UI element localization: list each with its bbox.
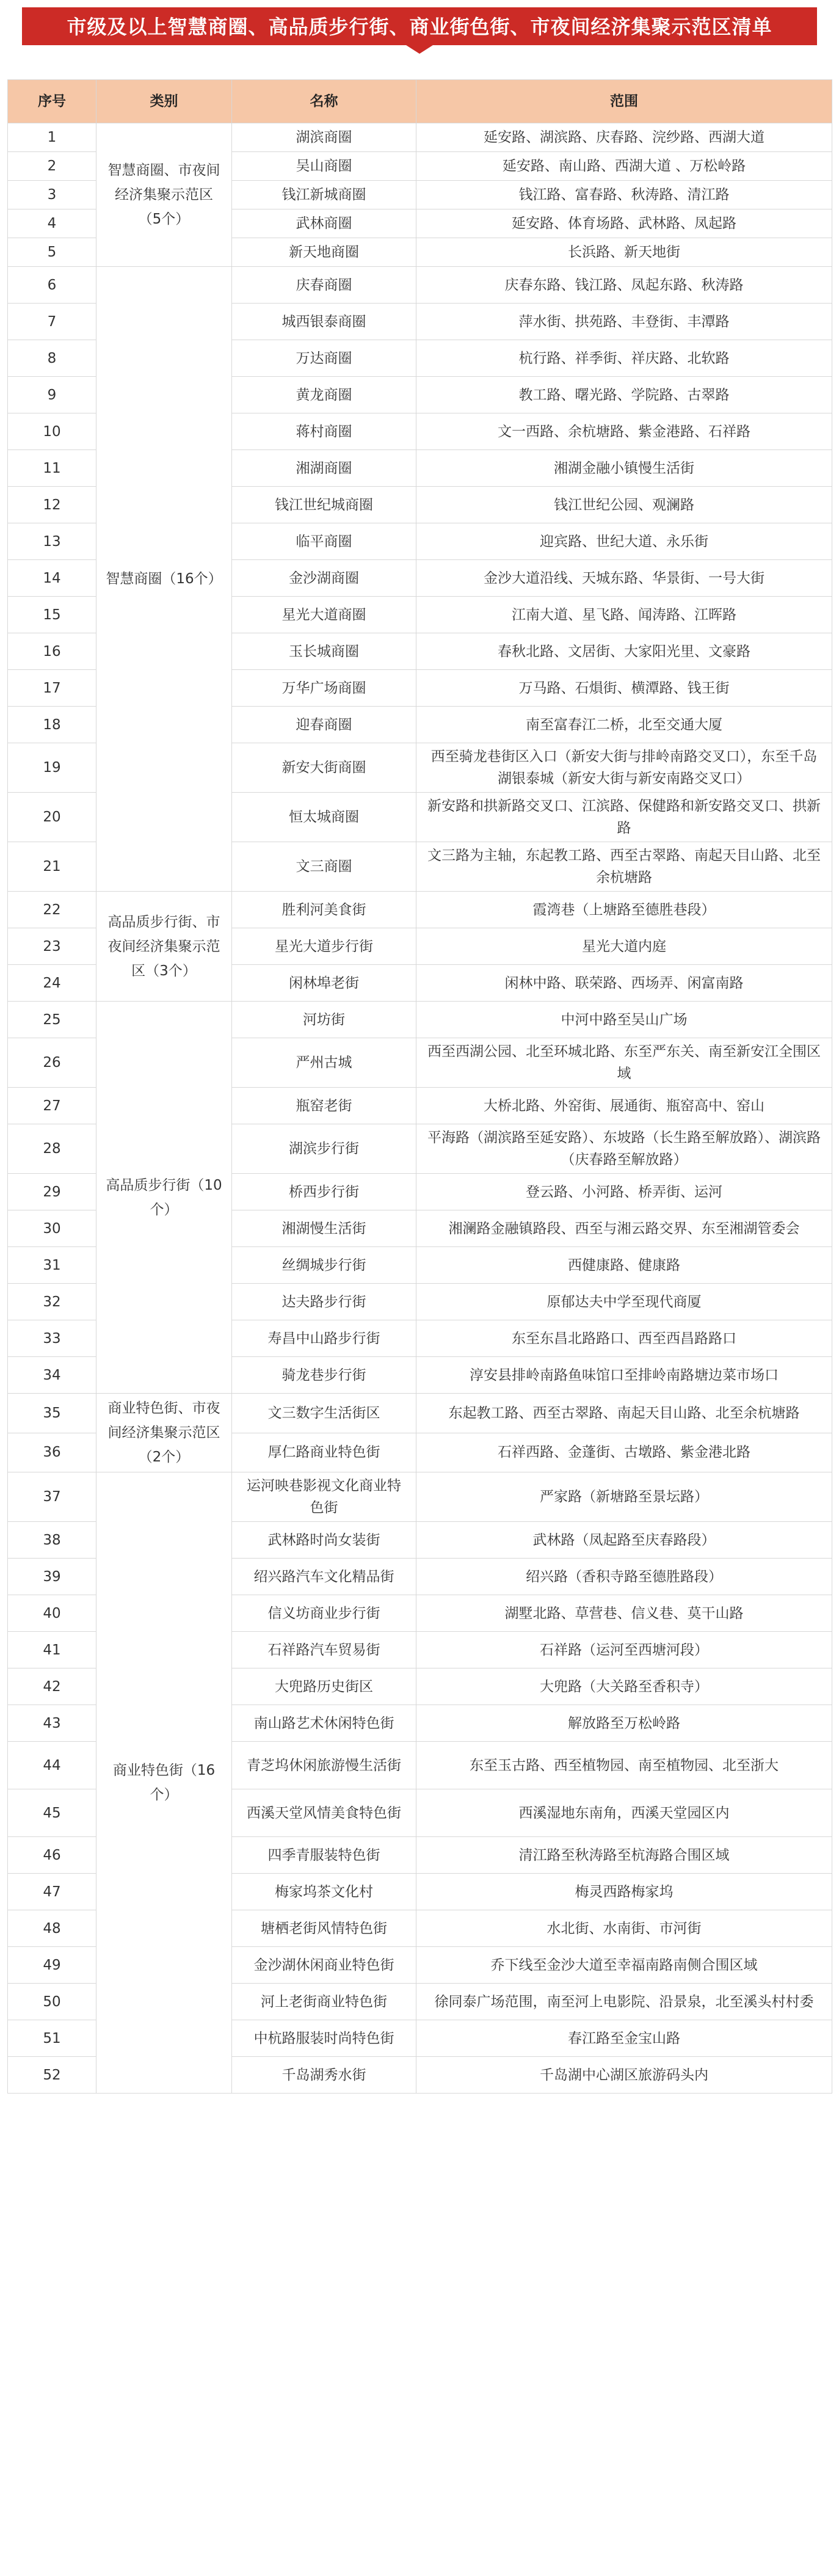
row-name: 金沙湖商圈	[232, 560, 416, 597]
row-number: 43	[8, 1705, 96, 1742]
row-name: 新安大街商圈	[232, 743, 416, 793]
row-scope: 庆春东路、钱江路、凤起东路、秋涛路	[416, 267, 832, 304]
row-scope: 万马路、石熉街、横潭路、钱王街	[416, 670, 832, 707]
row-scope: 梅灵西路梅家坞	[416, 1874, 832, 1910]
row-scope: 湘澜路金融镇路段、西至与湘云路交界、东至湘湖管委会	[416, 1210, 832, 1247]
row-scope: 中河中路至吴山广场	[416, 1002, 832, 1038]
row-name: 庆春商圈	[232, 267, 416, 304]
row-name: 钱江新城商圈	[232, 181, 416, 209]
row-category: 商业特色街（16个）	[96, 1472, 232, 2094]
row-name: 大兜路历史街区	[232, 1668, 416, 1705]
row-number: 10	[8, 413, 96, 450]
row-number: 19	[8, 743, 96, 793]
row-name: 四季青服装特色街	[232, 1837, 416, 1874]
row-name: 南山路艺术休闲特色街	[232, 1705, 416, 1742]
row-name: 青芝坞休闲旅游慢生活街	[232, 1742, 416, 1789]
row-number: 24	[8, 965, 96, 1002]
row-number: 26	[8, 1038, 96, 1088]
row-number: 32	[8, 1284, 96, 1320]
row-scope: 湖墅北路、草营巷、信义巷、莫干山路	[416, 1595, 832, 1632]
row-name: 钱江世纪城商圈	[232, 487, 416, 523]
row-number: 52	[8, 2057, 96, 2094]
row-scope: 星光大道内庭	[416, 928, 832, 965]
row-category: 高品质步行街、市夜间经济集聚示范区（3个）	[96, 892, 232, 1002]
row-name: 临平商圈	[232, 523, 416, 560]
row-name: 中杭路服装时尚特色街	[232, 2020, 416, 2057]
row-scope: 石祥西路、金蓬街、古墩路、紫金港北路	[416, 1433, 832, 1472]
row-number: 35	[8, 1394, 96, 1433]
row-name: 湘湖商圈	[232, 450, 416, 487]
row-number: 45	[8, 1789, 96, 1837]
row-scope: 东至玉古路、西至植物园、南至植物园、北至浙大	[416, 1742, 832, 1789]
table-row	[8, 892, 832, 928]
row-scope: 西至西湖公园、北至环城北路、东至严东关、南至新安江全围区域	[416, 1038, 832, 1088]
row-name: 万达商圈	[232, 340, 416, 377]
row-number: 38	[8, 1522, 96, 1559]
row-number: 16	[8, 633, 96, 670]
row-scope: 水北街、水南街、市河街	[416, 1910, 832, 1947]
header-scope: 范围	[416, 80, 832, 123]
row-name: 千岛湖秀水街	[232, 2057, 416, 2094]
row-number: 25	[8, 1002, 96, 1038]
row-name: 信义坊商业步行街	[232, 1595, 416, 1632]
row-number: 1	[8, 123, 96, 152]
row-number: 2	[8, 152, 96, 181]
row-scope: 大桥北路、外窑街、展通街、瓶窑高中、窑山	[416, 1088, 832, 1124]
row-number: 39	[8, 1559, 96, 1595]
row-number: 5	[8, 238, 96, 267]
row-number: 14	[8, 560, 96, 597]
row-name: 绍兴路汽车文化精品街	[232, 1559, 416, 1595]
row-name: 玉长城商圈	[232, 633, 416, 670]
row-name: 文三数字生活街区	[232, 1394, 416, 1433]
page-title: 市级及以上智慧商圈、高品质步行街、商业街色街、市夜间经济集聚示范区清单	[67, 15, 772, 38]
row-number: 48	[8, 1910, 96, 1947]
table-row	[8, 267, 832, 304]
row-name: 寿昌中山路步行街	[232, 1320, 416, 1357]
table-row	[8, 123, 832, 152]
row-number: 41	[8, 1632, 96, 1668]
row-number: 13	[8, 523, 96, 560]
header-name: 名称	[232, 80, 416, 123]
row-scope: 长浜路、新天地街	[416, 238, 832, 267]
row-name: 恒太城商圈	[232, 793, 416, 842]
row-number: 33	[8, 1320, 96, 1357]
row-scope: 闲林中路、联荣路、西场弄、闲富南路	[416, 965, 832, 1002]
row-number: 51	[8, 2020, 96, 2057]
header-number: 序号	[8, 80, 96, 123]
row-scope: 延安路、体育场路、武林路、凤起路	[416, 209, 832, 238]
row-name: 吴山商圈	[232, 152, 416, 181]
row-name: 万华广场商圈	[232, 670, 416, 707]
row-number: 50	[8, 1984, 96, 2020]
row-name: 河坊街	[232, 1002, 416, 1038]
row-name: 星光大道商圈	[232, 597, 416, 633]
row-scope: 原郁达夫中学至现代商厦	[416, 1284, 832, 1320]
table-header-row	[8, 80, 832, 123]
row-number: 44	[8, 1742, 96, 1789]
row-scope: 迎宾路、世纪大道、永乐街	[416, 523, 832, 560]
row-number: 6	[8, 267, 96, 304]
row-number: 37	[8, 1472, 96, 1522]
row-scope: 延安路、湖滨路、庆春路、浣纱路、西湖大道	[416, 123, 832, 152]
row-name: 骑龙巷步行街	[232, 1357, 416, 1394]
row-number: 34	[8, 1357, 96, 1394]
row-number: 27	[8, 1088, 96, 1124]
row-number: 42	[8, 1668, 96, 1705]
row-scope: 解放路至万松岭路	[416, 1705, 832, 1742]
row-name: 新天地商圈	[232, 238, 416, 267]
row-scope: 钱江路、富春路、秋涛路、清江路	[416, 181, 832, 209]
row-scope: 教工路、曙光路、学院路、古翠路	[416, 377, 832, 413]
row-scope: 春秋北路、文居街、大家阳光里、文豪路	[416, 633, 832, 670]
row-scope: 南至富春江二桥，北至交通大厦	[416, 707, 832, 743]
row-name: 湖滨步行街	[232, 1124, 416, 1174]
row-name: 武林商圈	[232, 209, 416, 238]
row-number: 31	[8, 1247, 96, 1284]
row-scope: 延安路、南山路、西湖大道 、万松岭路	[416, 152, 832, 181]
row-scope: 东至东昌北路路口、西至西昌路路口	[416, 1320, 832, 1357]
row-scope: 文一西路、余杭塘路、紫金港路、石祥路	[416, 413, 832, 450]
row-name: 桥西步行街	[232, 1174, 416, 1210]
row-name: 蒋村商圈	[232, 413, 416, 450]
row-name: 城西银泰商圈	[232, 304, 416, 340]
title-banner	[0, 0, 839, 53]
row-name: 西溪天堂风情美食特色街	[232, 1789, 416, 1837]
row-number: 36	[8, 1433, 96, 1472]
row-scope: 新安路和拱新路交叉口、江滨路、保健路和新安路交叉口、拱新路	[416, 793, 832, 842]
row-name: 湘湖慢生活街	[232, 1210, 416, 1247]
row-name: 文三商圈	[232, 842, 416, 892]
row-number: 7	[8, 304, 96, 340]
row-name: 黄龙商圈	[232, 377, 416, 413]
row-scope: 清江路至秋涛路至杭海路合围区域	[416, 1837, 832, 1874]
row-number: 3	[8, 181, 96, 209]
row-scope: 严家路（新塘路至景坛路）	[416, 1472, 832, 1522]
row-scope: 春江路至金宝山路	[416, 2020, 832, 2057]
row-name: 塘栖老街风情特色街	[232, 1910, 416, 1947]
row-name: 严州古城	[232, 1038, 416, 1088]
row-number: 49	[8, 1947, 96, 1984]
row-name: 金沙湖休闲商业特色街	[232, 1947, 416, 1984]
row-name: 达夫路步行街	[232, 1284, 416, 1320]
row-scope: 平海路（湖滨路至延安路）、东坡路（长生路至解放路）、湖滨路（庆春路至解放路）	[416, 1124, 832, 1174]
row-scope: 江南大道、星飞路、闻涛路、江晖路	[416, 597, 832, 633]
row-name: 湖滨商圈	[232, 123, 416, 152]
row-scope: 徐同泰广场范围，南至河上电影院、沿景泉，北至溪头村村委	[416, 1984, 832, 2020]
row-scope: 杭行路、祥季街、祥庆路、北软路	[416, 340, 832, 377]
title-banner-notch	[404, 44, 435, 54]
row-number: 40	[8, 1595, 96, 1632]
row-scope: 绍兴路（香积寺路至德胜路段）	[416, 1559, 832, 1595]
row-scope: 乔下线至金沙大道至幸福南路南侧合围区域	[416, 1947, 832, 1984]
list-table	[7, 79, 832, 2094]
row-number: 9	[8, 377, 96, 413]
row-name: 迎春商圈	[232, 707, 416, 743]
row-name: 厚仁路商业特色街	[232, 1433, 416, 1472]
row-scope: 西健康路、健康路	[416, 1247, 832, 1284]
row-scope: 东起教工路、西至古翠路、南起天目山路、北至余杭塘路	[416, 1394, 832, 1433]
table-body	[8, 123, 832, 2094]
row-name: 闲林埠老街	[232, 965, 416, 1002]
row-number: 30	[8, 1210, 96, 1247]
row-number: 21	[8, 842, 96, 892]
row-number: 12	[8, 487, 96, 523]
row-category: 智慧商圈（16个）	[96, 267, 232, 892]
table-row	[8, 1472, 832, 1522]
row-number: 22	[8, 892, 96, 928]
row-scope: 文三路为主轴，东起教工路、西至古翠路、南起天目山路、北至余杭塘路	[416, 842, 832, 892]
row-category: 商业特色街、市夜间经济集聚示范区（2个）	[96, 1394, 232, 1472]
row-scope: 霞湾巷（上塘路至德胜巷段）	[416, 892, 832, 928]
row-number: 17	[8, 670, 96, 707]
row-number: 23	[8, 928, 96, 965]
row-scope: 千岛湖中心湖区旅游码头内	[416, 2057, 832, 2094]
row-scope: 金沙大道沿线、天城东路、华景街、一号大街	[416, 560, 832, 597]
row-number: 8	[8, 340, 96, 377]
row-number: 11	[8, 450, 96, 487]
row-category: 智慧商圈、市夜间经济集聚示范区（5个）	[96, 123, 232, 267]
row-scope: 萍水街、拱苑路、丰登街、丰潭路	[416, 304, 832, 340]
row-name: 河上老街商业特色街	[232, 1984, 416, 2020]
row-scope: 西至骑龙巷街区入口（新安大街与排岭南路交叉口），东至千岛湖银泰城（新安大街与新安南路交叉口）	[416, 743, 832, 793]
row-number: 18	[8, 707, 96, 743]
row-name: 丝绸城步行街	[232, 1247, 416, 1284]
table-row	[8, 1002, 832, 1038]
row-scope: 淳安县排岭南路鱼味馆口至排岭南路塘边菜市场口	[416, 1357, 832, 1394]
row-number: 20	[8, 793, 96, 842]
row-scope: 钱江世纪公园、观澜路	[416, 487, 832, 523]
row-scope: 石祥路（运河至西塘河段）	[416, 1632, 832, 1668]
row-scope: 湘湖金融小镇慢生活街	[416, 450, 832, 487]
row-name: 胜利河美食街	[232, 892, 416, 928]
table-row	[8, 1394, 832, 1433]
row-number: 28	[8, 1124, 96, 1174]
row-number: 15	[8, 597, 96, 633]
row-number: 46	[8, 1837, 96, 1874]
header-category: 类别	[96, 80, 232, 123]
row-scope: 大兜路（大关路至香积寺）	[416, 1668, 832, 1705]
row-number: 29	[8, 1174, 96, 1210]
row-name: 运河映巷影视文化商业特色街	[232, 1472, 416, 1522]
row-number: 47	[8, 1874, 96, 1910]
row-scope: 武林路（凤起路至庆春路段）	[416, 1522, 832, 1559]
row-scope: 登云路、小河路、桥弄街、运河	[416, 1174, 832, 1210]
row-name: 梅家坞茶文化村	[232, 1874, 416, 1910]
row-number: 4	[8, 209, 96, 238]
row-name: 星光大道步行街	[232, 928, 416, 965]
row-category: 高品质步行街（10个）	[96, 1002, 232, 1394]
row-name: 武林路时尚女装街	[232, 1522, 416, 1559]
row-scope: 西溪湿地东南角，西溪天堂园区内	[416, 1789, 832, 1837]
row-name: 石祥路汽车贸易街	[232, 1632, 416, 1668]
row-name: 瓶窑老街	[232, 1088, 416, 1124]
